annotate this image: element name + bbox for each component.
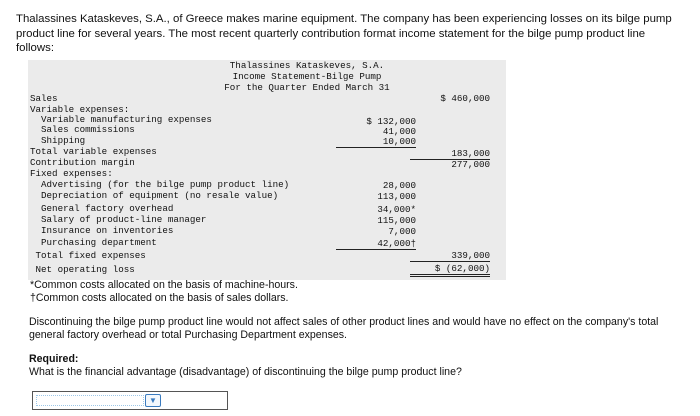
row-total: $ 460,000 [440, 93, 490, 104]
row-total: 277,000 [451, 159, 490, 170]
row-label: Variable expenses: [30, 104, 130, 115]
row-label: Shipping [30, 135, 86, 146]
footnote-sales-dollars: †Common costs allocated on the basis of sales dollars. [30, 292, 289, 304]
row-label: Advertising (for the bilge pump product line) [30, 179, 290, 190]
row-amount: 34,000* [377, 204, 416, 215]
assumption-paragraph: Discontinuing the bilge pump product line would not affect sales of other product lines and would have no effect on the company's total general factory overhead or total Purchasing Department expenses. [29, 316, 659, 341]
row-label: Contribution margin [30, 157, 135, 168]
required-section [29, 353, 462, 379]
row-label: Depreciation of equipment (no resale value) [30, 190, 279, 201]
row-amount: 115,000 [377, 215, 416, 226]
row-amount: 28,000 [382, 180, 416, 191]
row-amount: 42,000† [336, 238, 416, 250]
footnote-machine-hours: *Common costs allocated on the basis of machine-hours. [30, 279, 298, 291]
statement-header [28, 60, 506, 93]
row-label: Salary of product-line manager [30, 214, 207, 225]
row-total: 183,000 [410, 148, 490, 160]
row-label: Purchasing department [30, 237, 157, 248]
statement-period: For the Quarter Ended March 31 [224, 82, 390, 93]
question-text: What is the financial advantage (disadvantage) of discontinuing the bilge pump product line? [29, 366, 462, 378]
row-label: Total variable expenses [30, 146, 157, 157]
row-label: Total fixed expenses [30, 250, 146, 261]
company-name: Thalassines Kataskeves, S.A. [229, 60, 385, 71]
row-label: Net operating loss [30, 264, 135, 275]
row-amount: $ 132,000 [366, 116, 416, 127]
chevron-down-icon[interactable]: ▼ [145, 394, 161, 407]
answer-field[interactable] [32, 391, 228, 410]
income-statement [28, 60, 506, 280]
row-amount: 10,000 [336, 136, 416, 148]
row-label: Sales [30, 93, 58, 104]
row-amount: 41,000 [382, 126, 416, 137]
row-amount: 7,000 [388, 226, 416, 237]
required-label: Required: [29, 353, 79, 365]
row-label: General factory overhead [30, 203, 174, 214]
net-operating-loss-value: $ (62,000) [410, 263, 490, 277]
row-label: Insurance on inventories [30, 225, 174, 236]
row-total: 339,000 [410, 250, 490, 262]
row-amount: 113,000 [377, 191, 416, 202]
row-label: Sales commissions [30, 124, 135, 135]
answer-input[interactable] [36, 395, 144, 406]
intro-text: Thalassines Kataskeves, S.A., of Greece makes marine equipment. The company has been experiencing losses on its bilge pump product line for several years. The most recent quarterly contribution format income statement for the bilge pump product line follows: [16, 13, 672, 54]
row-label: Variable manufacturing expenses [30, 114, 212, 125]
row-label: Fixed expenses: [30, 168, 113, 179]
statement-title: Income Statement-Bilge Pump [232, 71, 382, 82]
